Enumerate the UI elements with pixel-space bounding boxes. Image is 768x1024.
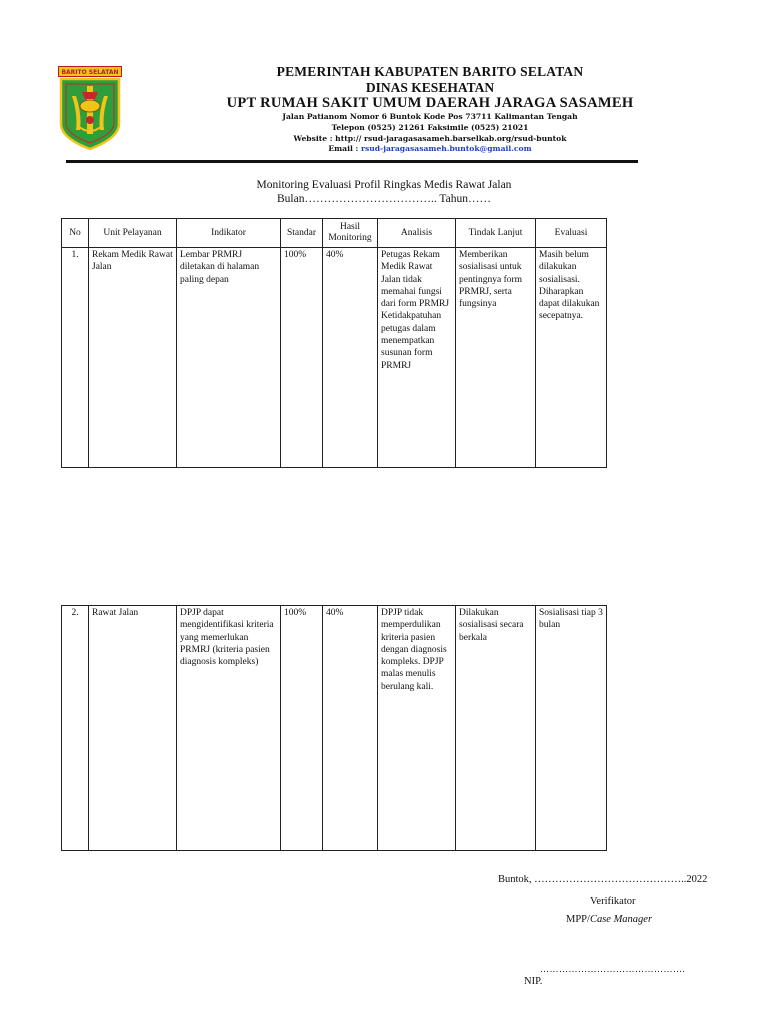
- barito-selatan-emblem-icon: [58, 66, 122, 150]
- email-label: Email :: [328, 144, 361, 153]
- header-evaluasi: Evaluasi: [536, 219, 607, 248]
- table-row: [62, 248, 607, 468]
- email-line: [150, 144, 710, 153]
- header-tindak-lanjut: Tindak Lanjut: [456, 219, 536, 248]
- cell-evaluasi: Sosialisasi tiap 3 bulan: [536, 606, 607, 851]
- monitoring-table-continued: [61, 605, 607, 851]
- gov-name: PEMERINTAH KABUPATEN BARITO SELATAN: [276, 64, 584, 79]
- header-analisis: Analisis: [378, 219, 456, 248]
- document-period: Bulan…………………………….. Tahun……: [277, 193, 491, 205]
- cell-evaluasi: Masih belum dilakukan sosialisasi. Diharapkan dapat dilakukan secepatnya.: [536, 248, 607, 468]
- signature-role: Verifikator: [590, 896, 636, 907]
- cell-hasil: 40%: [323, 606, 378, 851]
- cell-no: 2.: [62, 606, 89, 851]
- cell-standar: 100%: [281, 248, 323, 468]
- table-row: [62, 606, 607, 851]
- cell-tindak-lanjut: Memberikan sosialisasi untuk pentingnya form PRMRJ, serta fungsinya: [456, 248, 536, 468]
- website-line: Website : http:// rsud-jaragasasameh.barselkab.org/rsud-buntok: [293, 134, 567, 143]
- signature-nip: NIP.: [524, 976, 543, 987]
- table-header-row: [62, 219, 607, 248]
- hospital-name: UPT RUMAH SAKIT UMUM DAERAH JARAGA SASAMEH: [226, 95, 634, 111]
- address-line: Jalan Patianom Nomor 6 Buntok Kode Pos 73711 Kalimantan Tengah: [282, 112, 578, 121]
- header-unit: Unit Pelayanan: [89, 219, 177, 248]
- monitoring-table: [61, 218, 607, 468]
- signature-place-date: Buntok, ……………………………………..2022: [498, 874, 708, 885]
- email-link[interactable]: rsud-jaragasasameh.buntok@gmail.com: [360, 144, 532, 153]
- header-standar: Standar: [281, 219, 323, 248]
- cell-indikator: Lembar PRMRJ diletakan di halaman paling depan: [177, 248, 281, 468]
- regency-logo: [58, 66, 122, 150]
- cell-analisis: Petugas Rekam Medik Rawat Jalan tidak memahai fungsi dari form PRMRJ Ketidakpatuhan petugas dalam menempatkan susunan form PRMRJ: [378, 248, 456, 468]
- signature-position: [566, 914, 652, 925]
- cell-hasil: 40%: [323, 248, 378, 468]
- cell-unit: Rawat Jalan: [89, 606, 177, 851]
- signature-name-line: ……………………………………….: [540, 964, 686, 974]
- header-hasil: Hasil Monitoring: [323, 219, 378, 248]
- phone-line: Telepon (0525) 21261 Faksimile (0525) 21021: [331, 123, 529, 132]
- document-title: Monitoring Evaluasi Profil Ringkas Medis Rawat Jalan: [256, 179, 512, 191]
- cell-tindak-lanjut: Dilakukan sosialisasi secara berkala: [456, 606, 536, 851]
- header-no: No: [62, 219, 89, 248]
- letterhead-divider: [66, 160, 638, 163]
- cell-indikator: DPJP dapat mengidentifikasi kriteria yang memerlukan PRMRJ (kriteria pasien diagnosis kompleks): [177, 606, 281, 851]
- logo-band-text: BARITO SELATAN: [61, 69, 119, 77]
- header-indikator: Indikator: [177, 219, 281, 248]
- office-name: DINAS KESEHATAN: [365, 80, 495, 95]
- cell-analisis: DPJP tidak memperdulikan kriteria pasien dengan diagnosis kompleks. DPJP malas menulis berulang kali.: [378, 606, 456, 851]
- cell-no: 1.: [62, 248, 89, 468]
- cell-standar: 100%: [281, 606, 323, 851]
- position-title: Case Manager: [589, 914, 653, 925]
- position-prefix: MPP/: [566, 914, 590, 925]
- cell-unit: Rekam Medik Rawat Jalan: [89, 248, 177, 468]
